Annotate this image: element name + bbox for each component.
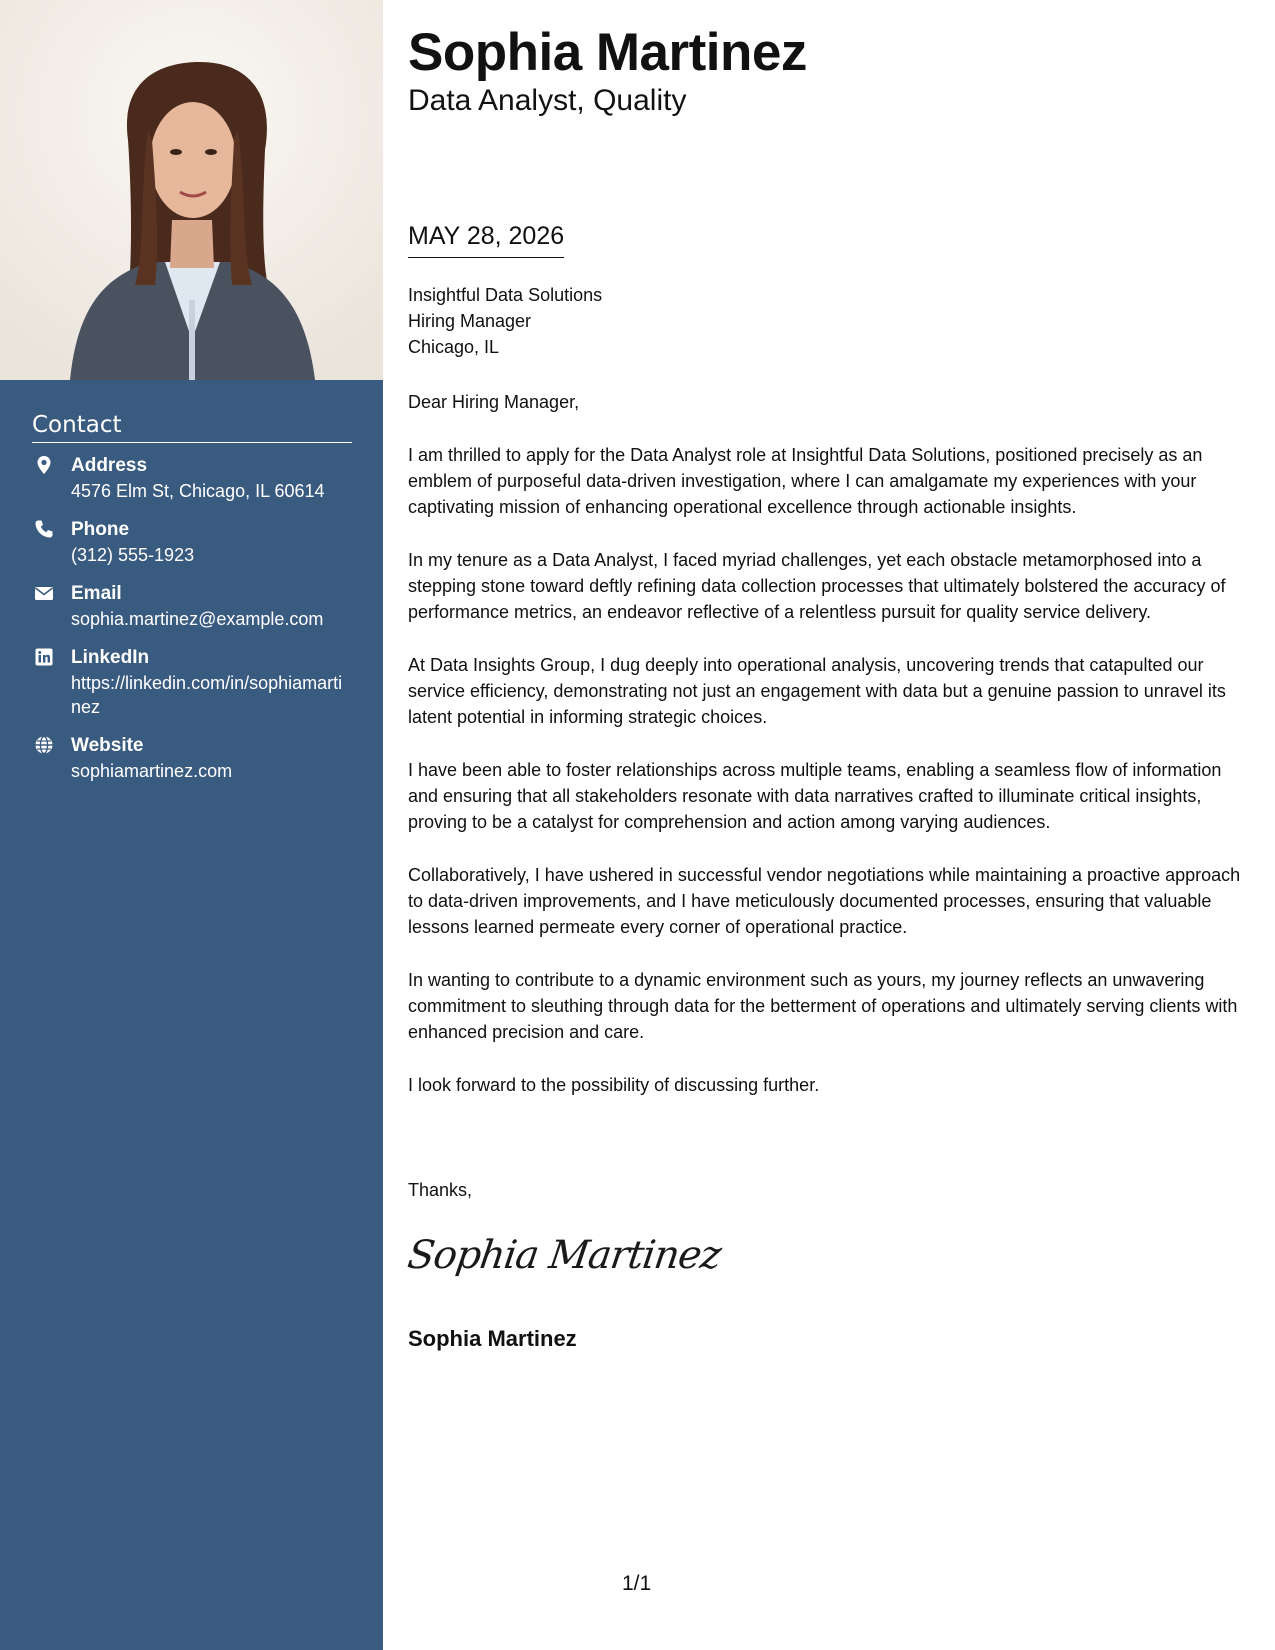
recipient-company: Insightful Data Solutions xyxy=(408,285,603,305)
paragraph: Collaboratively, I have ushered in successful vendor negotiations while maintaining a proactive approach to data-driven improvements, and I have meticulously documented processes, ensuring that valuable lessons learned permeate every corner of operational practice. xyxy=(408,865,1241,937)
portrait-photo xyxy=(0,0,383,380)
map-pin-icon xyxy=(34,455,54,475)
contact-email xyxy=(32,581,352,631)
paragraph: I am thrilled to apply for the Data Analyst role at Insightful Data Solutions, positioned precisely as an emblem of purposeful data-driven investigation, where I can amalgamate my experiences with your captivating mission of enhancing operational excellence through actionable insights. xyxy=(408,445,1203,517)
phone-icon xyxy=(34,519,54,539)
letter-date: MAY 28, 2026 xyxy=(408,222,564,258)
salutation: Dear Hiring Manager, xyxy=(408,392,580,412)
signed-name: Sophia Martinez xyxy=(408,1326,577,1351)
profile-photo xyxy=(0,0,383,380)
contact-website xyxy=(32,733,352,783)
paragraph: In my tenure as a Data Analyst, I faced myriad challenges, yet each obstacle metamorphosed into a stepping stone toward deftly refining data collection processes that ultimately bolstered the accuracy of performance metrics, an endeavor reflective of a relentless pursuit for quality service delivery. xyxy=(408,550,1226,622)
letter-content xyxy=(408,389,1243,1125)
paragraph: In wanting to contribute to a dynamic environment such as yours, my journey reflects an unwavering commitment to sleuthing through data for the betterment of operations and ultimately serving clients with enhanced precision and care. xyxy=(408,970,1238,1042)
website-label: Website xyxy=(71,735,144,756)
applicant-title: Data Analyst, Quality xyxy=(408,84,687,117)
phone-value[interactable]: (312) 555-1923 xyxy=(71,545,195,565)
closing: Thanks, xyxy=(408,1180,473,1200)
paragraph: At Data Insights Group, I dug deeply into operational analysis, uncovering trends that catapulted our service efficiency, demonstrating not just an engagement with data but a genuine passion to unravel its latent potential in informing strategic choices. xyxy=(408,655,1226,727)
contact-heading: Contact xyxy=(32,412,352,443)
website-value[interactable]: sophiamartinez.com xyxy=(71,761,233,781)
contact-section xyxy=(32,412,352,797)
handwritten-signature: Sophia Martinez xyxy=(404,1233,724,1278)
globe-icon xyxy=(34,735,54,755)
envelope-icon xyxy=(34,583,54,603)
sidebar xyxy=(0,0,383,1650)
phone-label: Phone xyxy=(71,519,130,540)
contact-linkedin xyxy=(32,645,352,719)
address-label: Address xyxy=(71,455,148,476)
linkedin-label: LinkedIn xyxy=(71,647,150,668)
contact-phone xyxy=(32,517,352,567)
page-number: 1/1 xyxy=(622,1572,652,1595)
recipient-location: Chicago, IL xyxy=(408,337,500,357)
contact-address xyxy=(32,453,352,503)
email-value[interactable]: sophia.martinez@example.com xyxy=(71,609,324,629)
email-label: Email xyxy=(71,583,122,604)
paragraph: I look forward to the possibility of discussing further. xyxy=(408,1075,820,1095)
address-value: 4576 Elm St, Chicago, IL 60614 xyxy=(71,481,325,501)
linkedin-icon xyxy=(34,647,54,667)
recipient-attention: Hiring Manager xyxy=(408,311,532,331)
recipient-block xyxy=(408,282,602,360)
paragraph: I have been able to foster relationships across multiple teams, enabling a seamless flow of information and ensuring that all stakeholders resonate with data narratives crafted to illuminate critical insights, proving to be a catalyst for comprehension and action among varying audiences. xyxy=(408,760,1222,832)
linkedin-value[interactable]: https://linkedin.com/in/sophiamartinez xyxy=(71,673,343,717)
applicant-name: Sophia Martinez xyxy=(408,23,807,82)
